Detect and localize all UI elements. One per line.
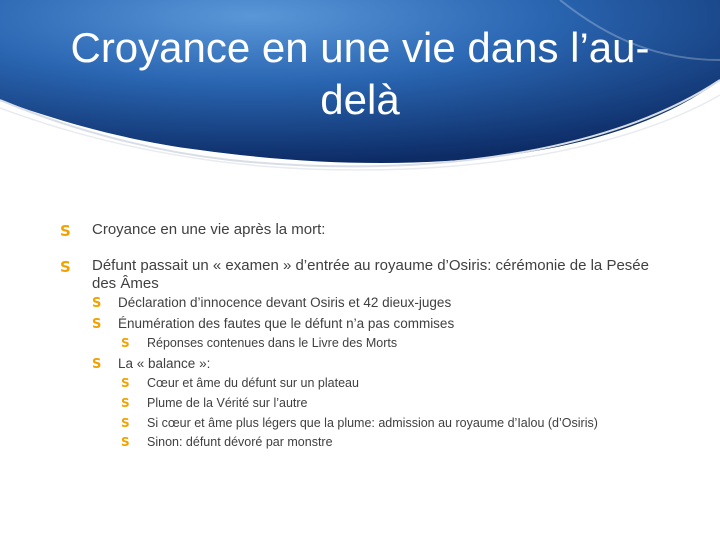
swirl-s-bullet-icon: S (92, 317, 102, 332)
bullet-text: Cœur et âme du défunt sur un plateau (147, 376, 359, 390)
bullet-text: La « balance »: (118, 356, 211, 371)
bullet-text: Déclaration d’innocence devant Osiris et 42 dieux-juges (118, 295, 452, 310)
swirl-s-bullet-icon: S (121, 435, 130, 449)
swirl-s-bullet-icon: S (92, 357, 102, 372)
slide-title: Croyance en une vie dans l’au-delà (70, 24, 650, 123)
list-item (60, 221, 692, 240)
bullet-text: Si cœur et âme plus légers que la plume: admission au royaume d’Ialou (d’Osiris) (147, 416, 598, 430)
swirl-s-bullet-icon: S (121, 376, 130, 390)
swirl-s-bullet-icon: S (60, 222, 71, 240)
list-item (121, 376, 687, 391)
bullet-text: Croyance en une vie après la mort: (92, 221, 326, 238)
list-item (121, 336, 687, 351)
list-item (92, 295, 678, 311)
list-item (60, 257, 662, 293)
swirl-s-bullet-icon: S (121, 336, 130, 350)
swirl-s-bullet-icon: S (121, 416, 130, 430)
list-item (121, 416, 707, 431)
list-item (92, 316, 678, 332)
bullet-text: Énumération des fautes que le défunt n’a pas commises (118, 316, 455, 331)
bullet-text: Défunt passait un « examen » d’entrée au royaume d’Osiris: cérémonie de la Pesée des Âmes (92, 257, 649, 292)
bullet-text: Sinon: défunt dévoré par monstre (147, 435, 333, 449)
swirl-s-bullet-icon: S (121, 396, 130, 410)
list-item (92, 356, 678, 372)
list-item (121, 396, 687, 411)
list-item (121, 435, 687, 450)
bullet-text: Réponses contenues dans le Livre des Morts (147, 336, 398, 350)
swirl-s-bullet-icon: S (60, 258, 71, 276)
bullet-text: Plume de la Vérité sur l’autre (147, 396, 308, 410)
swirl-s-bullet-icon: S (92, 296, 102, 311)
